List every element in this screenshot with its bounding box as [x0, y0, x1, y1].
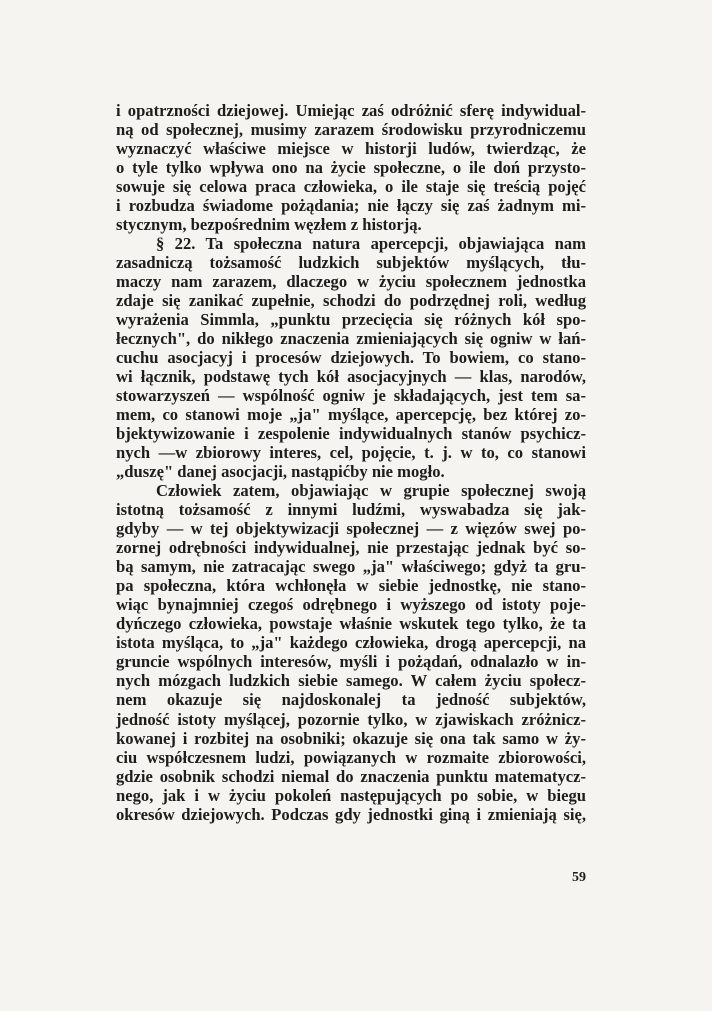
- text-line: bjektywizowanie i zespolenie indywidualnych stanów psychicz-: [116, 424, 586, 444]
- page-margin: [712, 0, 720, 1011]
- text-line: i opatrzności dziejowej. Umiejąc zaś odróżnić sferę indywidual-: [116, 101, 586, 120]
- text-line: gdzie osobnik schodzi niemal do znaczenia punktu matematycz-: [116, 766, 586, 786]
- body-text: [116, 101, 586, 824]
- text-line: maczy nam zarazem, dlaczego w życiu społecznem jednostka: [116, 272, 586, 292]
- text-line: zornej odrębności indywidualnej, nie przestając jednak być so-: [116, 538, 586, 558]
- text-line: gdyby — w tej objektywizacji społecznej — z więzów swej po-: [116, 519, 586, 539]
- page-number: 59: [572, 870, 586, 885]
- text-line: nych —w zbiorowy interes, cel, pojęcie, t. j. w to, co stanowi: [116, 443, 586, 463]
- text-line: nem okazuje się najdoskonalej ta jedność subjektów,: [116, 690, 586, 710]
- text-line: ną od społecznej, musimy zarazem środowisku przyrodniczemu: [116, 120, 586, 140]
- text-line: zasadniczą tożsamość ludzkich subjektów myślących, tłu-: [116, 253, 586, 273]
- text-line: cuchu asocjacyj i procesów dziejowych. To bowiem, co stano-: [116, 348, 586, 368]
- text-line: jedność istoty myślącej, pozornie tylko, w zjawiskach zróżnicz-: [116, 709, 586, 729]
- text-line: wyznaczyć właściwe miejsce w historji ludów, twierdząc, że: [116, 139, 586, 159]
- paragraph-start-line: Człowiek zatem, objawiając w grupie społecznej swoją: [156, 481, 586, 501]
- text-line: sowuje się celowa praca człowieka, o ile staje się treścią pojęć: [116, 177, 586, 197]
- text-line: „duszę" danej asocjacji, nastąpićby nie mogło.: [116, 462, 445, 482]
- text-line: nego, jak i w życiu pokoleń następujących po sobie, w biegu: [116, 785, 586, 805]
- text-line: stowarzyszeń — wspólność ogniw je składających, jest tem sa-: [116, 386, 586, 406]
- text-line: stycznym, bezpośrednim węzłem z historją.: [116, 215, 422, 235]
- text-line: mem, co stanowi moje „ja" myślące, apercepcję, bez której zo-: [116, 405, 586, 425]
- text-line: kowanej i rozbitej na osobniki; okazuje się ona tak samo w ży-: [116, 728, 586, 748]
- text-line: bą samym, nie zatracając swego „ja" właściwego; gdyż ta gru-: [116, 557, 586, 577]
- text-line: zdaje się zanikać zupełnie, schodzi do podrzędnej roli, według: [116, 291, 586, 311]
- text-line: o tyle tylko wpływa ono na życie społeczne, o ile doń przysto-: [116, 158, 586, 178]
- text-line: wiąc bynajmniej czegoś odrębnego i wyższego od istoty poje-: [116, 595, 586, 615]
- text-line: wyrażenia Simmla, „punktu przecięcia się różnych kół spo-: [116, 310, 586, 330]
- text-line: wi łącznik, podstawę tych kół asocjacyjnych — klas, narodów,: [116, 367, 586, 387]
- text-line: istotną tożsamość z innymi ludźmi, wyswabadza się jak-: [116, 500, 586, 520]
- paragraph-start-line: § 22. Ta społeczna natura apercepcji, objawiająca nam: [156, 234, 586, 254]
- text-line: i rozbudza świadome pożądania; nie łączy się zaś żadnym mi-: [116, 196, 586, 216]
- text-line: dyńczego człowieka, powstaje właśnie wskutek tego tylko, że ta: [116, 614, 586, 634]
- text-line: istota myśląca, to „ja" każdego człowieka, drogą apercepcji, na: [116, 633, 586, 653]
- text-line: gruncie wspólnych interesów, myśli i pożądań, odnalazło w in-: [116, 652, 586, 672]
- text-line: okresów dziejowych. Podczas gdy jednostki giną i zmieniają się,: [116, 804, 586, 824]
- text-line: pa społeczna, która wchłonęła w siebie jednostkę, nie stano-: [116, 576, 586, 596]
- text-line: ciu współczesnem ludzi, powiązanych w rozmaite zbiorowości,: [116, 747, 586, 767]
- text-line: nych mózgach ludzkich siebie samego. W całem życiu społecz-: [116, 671, 586, 691]
- text-line: łecznych", do nikłego znaczenia zmieniających się ogniw w łań-: [116, 329, 586, 349]
